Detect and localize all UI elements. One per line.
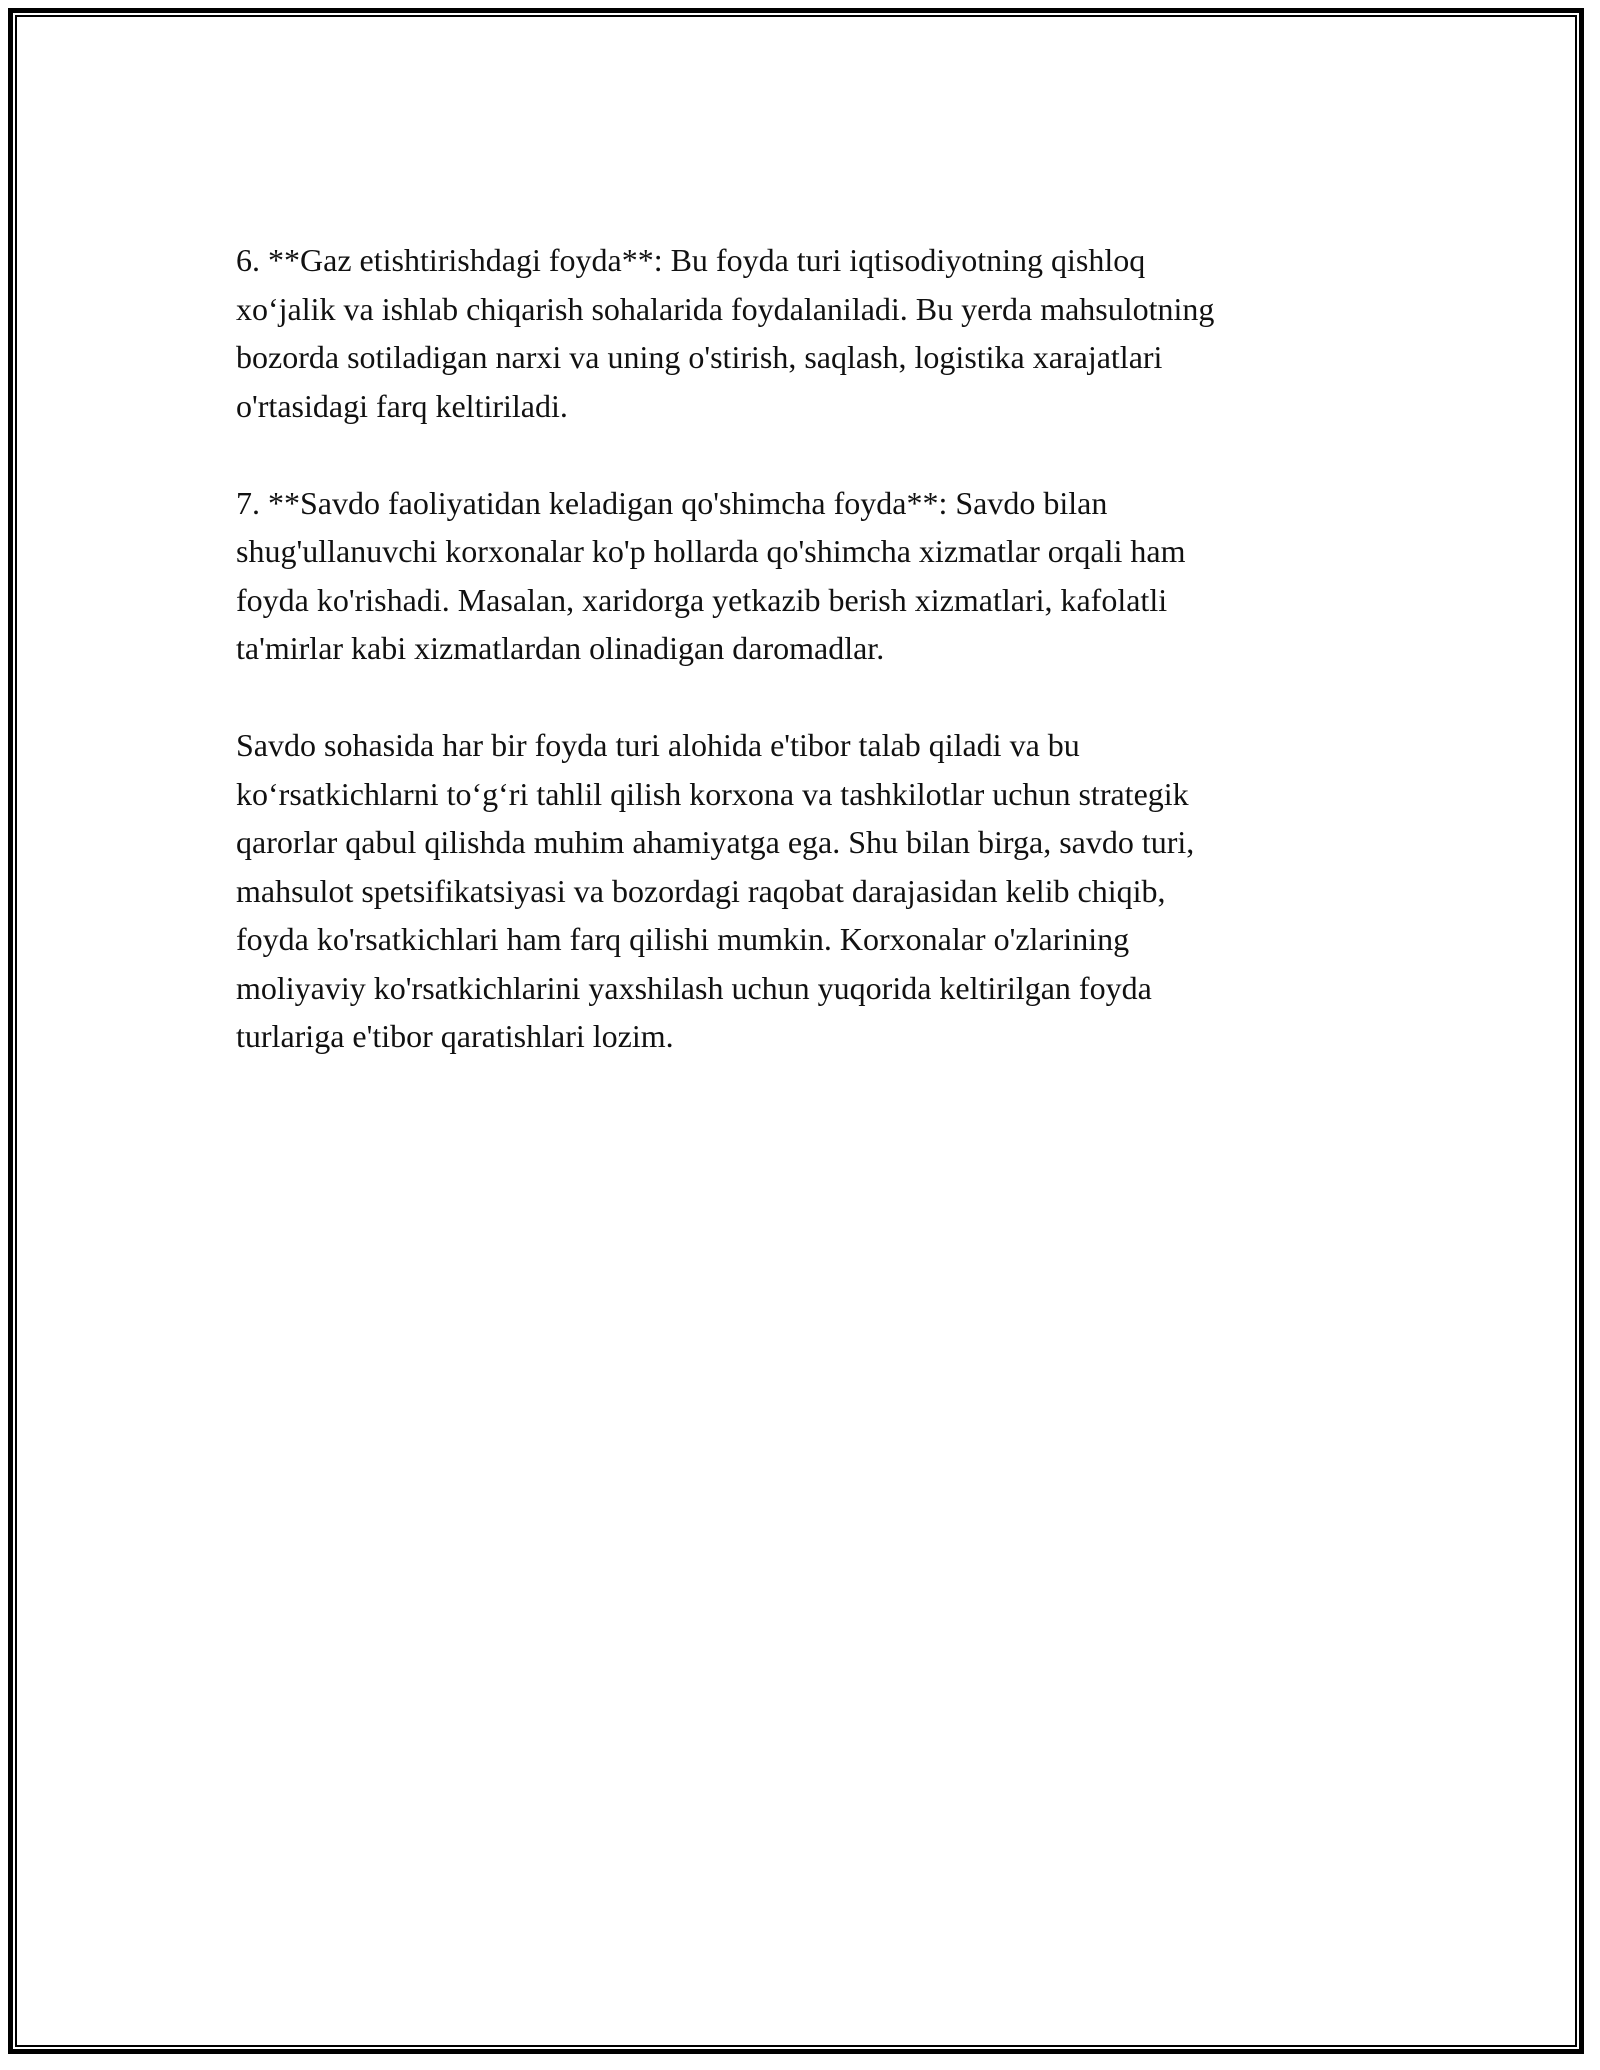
text-line: mahsulot spetsifikatsiyasi va bozordagi raqobat darajasidan kelib chiqib, (236, 872, 1166, 909)
text-line: o'rtasidagi farq keltiriladi. (236, 387, 568, 424)
document-body (236, 236, 1376, 1109)
text-line: 6. **Gaz etishtirishdagi foyda**: Bu foyda turi iqtisodiyotning qishloq (236, 242, 1146, 278)
text-line: qarorlar qabul qilishda muhim ahamiyatga ega. Shu bilan birga, savdo turi, (236, 824, 1195, 860)
text-line: ko‘rsatkichlarni to‘g‘ri tahlil qilish korxona va tashkilotlar uchun strategik (236, 775, 1189, 812)
paragraph-trade-additional-profit (236, 479, 1376, 673)
text-line: moliyaviy ko'rsatkichlarini yaxshilash uchun yuqorida keltirilgan foyda (236, 969, 1152, 1006)
text-line: ta'mirlar kabi xizmatlardan olinadigan daromadlar. (236, 630, 885, 666)
text-line: bozorda sotiladigan narxi va uning o'stirish, saqlash, logistika xarajatlari (236, 339, 1163, 375)
text-line: foyda ko'rishadi. Masalan, xaridorga yetkazib berish xizmatlari, kafolatli (236, 581, 1168, 618)
paragraph-gas-profit (236, 236, 1376, 430)
text-line: xo‘jalik va ishlab chiqarish sohalarida foydalaniladi. Bu yerda mahsulotning (236, 290, 1215, 327)
text-line: 7. **Savdo faoliyatidan keladigan qo'shimcha foyda**: Savdo bilan (236, 484, 1108, 521)
paragraph-conclusion (236, 721, 1376, 1061)
text-line: turlariga e'tibor qaratishlari lozim. (236, 1018, 674, 1054)
text-line: foyda ko'rsatkichlari ham farq qilishi mumkin. Korxonalar o'zlarining (236, 921, 1130, 957)
text-line: shug'ullanuvchi korxonalar ko'p hollarda qo'shimcha xizmatlar orqali ham (236, 533, 1186, 569)
text-line: Savdo sohasida har bir foyda turi alohida e'tibor talab qiladi va bu (236, 727, 1080, 763)
